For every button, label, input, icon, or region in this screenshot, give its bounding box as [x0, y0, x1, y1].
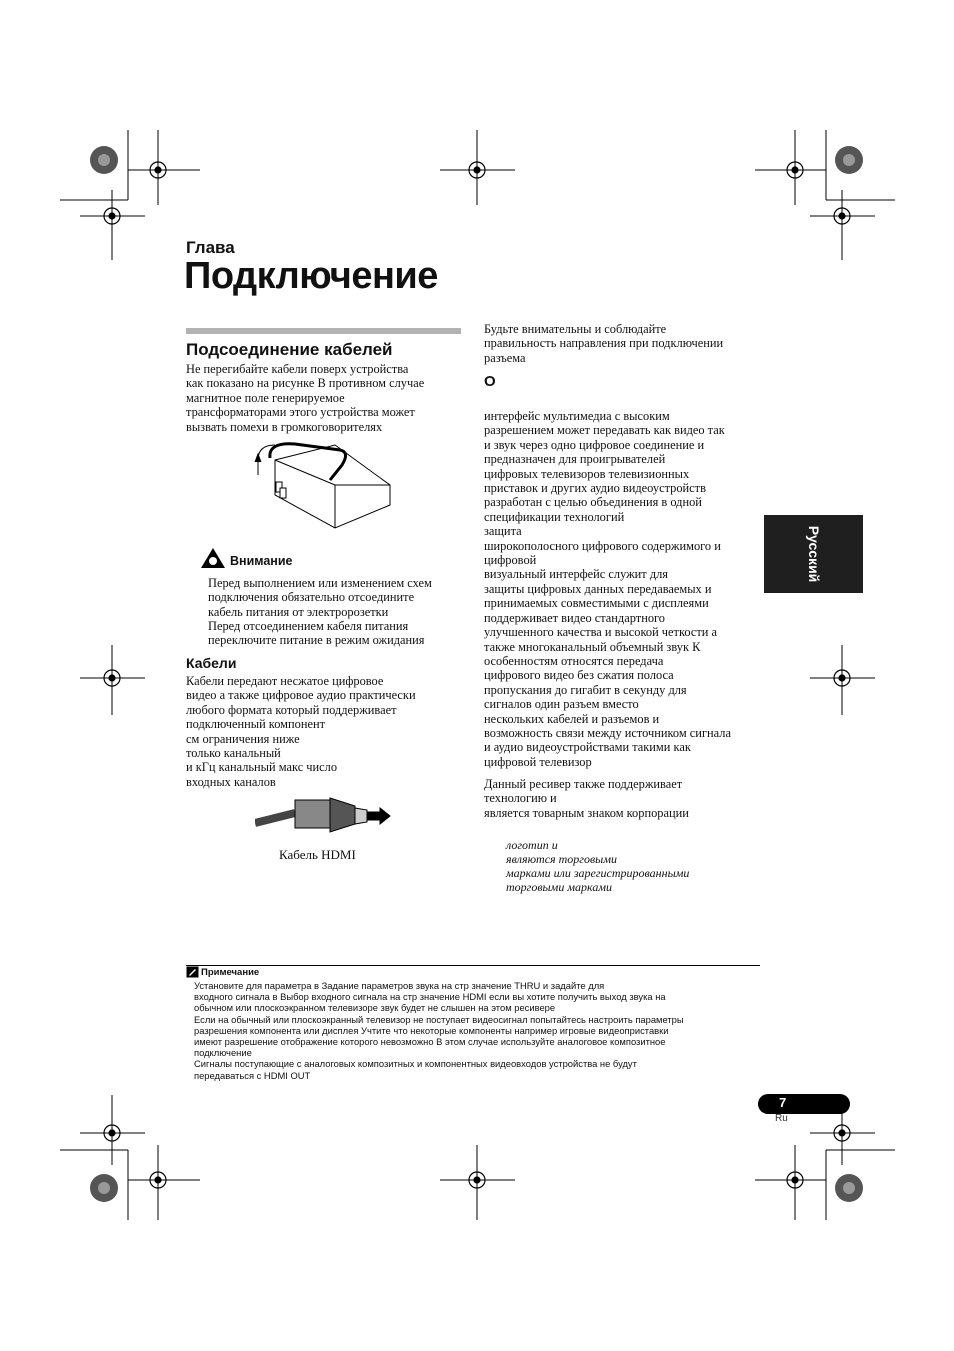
deep-color-paragraph: Данный ресивер также поддерживает технологию и является товарным знаком корпорации [484, 777, 689, 820]
note-icon [186, 966, 199, 978]
caution-item-1: Перед выполнением или изменением схем подключения обязательно отсоедините кабель питания от электророзетки [208, 576, 432, 619]
cables-title: Кабели [186, 655, 237, 671]
hdmi-cable-illustration [255, 788, 395, 843]
cables-paragraph: Кабели передают несжатое цифровое видео а также цифровое аудио практически любого формата который поддерживает подключенный компонент см ограничения ниже только канальный и кГц канальный макс число входных каналов [186, 674, 416, 789]
chapter-label: Глава [186, 238, 235, 257]
intro-paragraph: Не перегибайте кабели поверх устройства как показано на рисунке В противном случае магнитное поле генерируемое трансформаторами этого устройства может вызвать помехи в громкоговорителях [186, 362, 425, 434]
language-tab-label: Русский [805, 525, 822, 583]
page-number: 7 [779, 1095, 787, 1110]
trademark-paragraph: логотип и являются торговыми марками или зарегистрированными торговыми марками [506, 838, 690, 894]
cable-bend-illustration [250, 440, 395, 535]
section-rule [186, 328, 461, 334]
hdmi-description: интерфейс мультимедиа с высоким разрешением может передавать как видео так и звук через одно цифровое соединение и предназначен для проигрывателей цифровых телевизоров телевизионных приставок и других аудио видеоустройств разработан с целью объединения в одной спецификации технологий защита широкополосного цифрового содержимого и цифровой визуальный интерфейс служит для защиты цифровых данных передаваемых и принимаемых совместимыми с дисплеями поддерживает видео стандартного улучшенного качества и высокой четкости а также многоканальный объемный звук К особенностям относятся передача цифрового видео без сжатия полоса пропускания до гигабит в секунду для сигналов один разъем вместо нескольких кабелей и разъемов и возможность связи между источником сигнала и аудио видеоустройствами такими как цифровой телевизор [484, 409, 731, 769]
note-rule [186, 965, 760, 966]
section-title: Подсоединение кабелей [186, 340, 393, 359]
polarity-paragraph: Будьте внимательны и соблюдайте правильность направления при подключении разъема [484, 322, 724, 365]
warning-icon [200, 547, 226, 569]
note-text: Установите для параметра в Задание параметров звука на стр значение THRU и задайте для входного сигнала в Выбор входного сигнала на стр значение HDMI если вы хотите получить выход звука на обычном или плоскоэкранном телевизоре звук будет не слышен на этом ресивере Если на обычный или плоскоэкранный телевизор не поступает видеосигнал попытайтесь настроить параметры разрешения компонента или дисплея Учтите что некоторые компоненты например игровые видеоприставки имеют разрешение отображение которого невозможно В этом случае используйте аналоговое композитное подключение Сигналы поступающие с аналоговых композитных и компонентных видеовходов устройства не будут передаваться с HDMI OUT [194, 980, 684, 1081]
hdmi-cable-caption: Кабель HDMI [279, 847, 356, 862]
caution-title: Внимание [230, 554, 293, 568]
caution-item-2: Перед отсоединением кабеля питания переключите питание в режим ожидания [208, 619, 425, 648]
page-number-badge [758, 1094, 850, 1114]
page-language-code: Ru [775, 1113, 788, 1124]
chapter-title: Подключение [184, 255, 438, 297]
about-hdmi-heading: О [484, 373, 496, 390]
language-tab [764, 515, 863, 593]
note-title: Примечание [201, 967, 260, 978]
